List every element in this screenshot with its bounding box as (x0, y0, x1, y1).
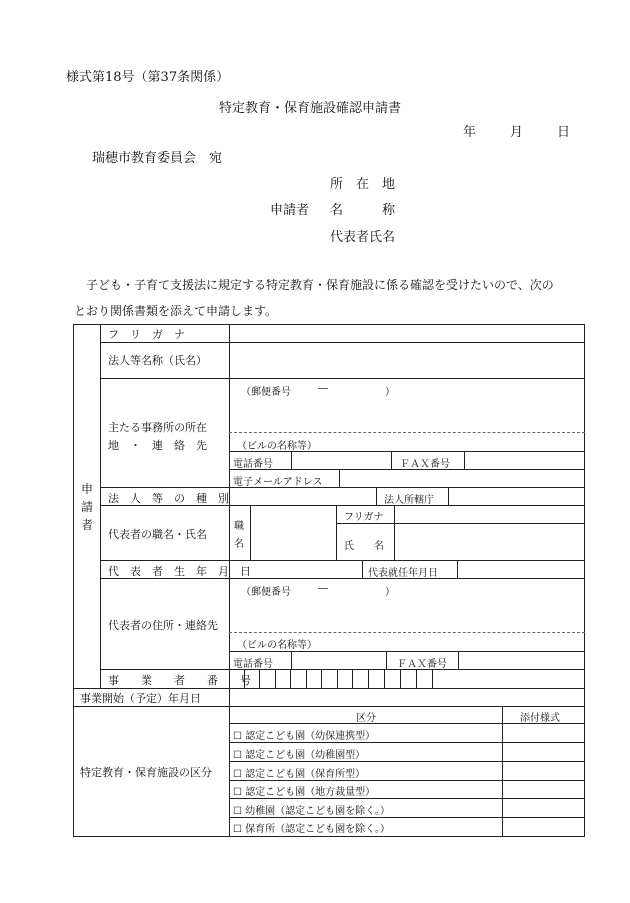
office-building-label: （ビルの名称等） (237, 441, 317, 452)
intro-line-1: 子ども・子育て支援法に規定する特定教育・保育施設に係る確認を受けたいので、次の (86, 278, 554, 292)
date-year-label: 年 (463, 125, 477, 140)
rep-postal-dash: ― (318, 583, 328, 594)
rep-shimei-label: 氏 名 (344, 541, 384, 552)
rep-address-label: 代表者の住所・連絡先 (108, 619, 218, 632)
category-option-3[interactable]: ☐ 認定こども園（保育所型） (233, 769, 366, 780)
rep-shoku-label: 職 (234, 521, 244, 532)
rep-postal-label: （郵便番号 (241, 587, 291, 598)
form-number: 様式第18号（第37条関係） (66, 70, 230, 85)
facility-category-label: 特定教育・保育施設の区分 (80, 766, 212, 779)
corp-name-label: 法人等名称（氏名） (108, 354, 207, 367)
category-header: 区分 (356, 713, 376, 724)
applicant-label: 申請者 (270, 203, 310, 218)
rep-start-label: 代表就任年月日 (368, 568, 438, 579)
category-option-4[interactable]: ☐ 認定こども園（地方裁量型） (233, 787, 376, 798)
office-label-line-1: 主たる事務所の所在 (108, 421, 207, 434)
corp-authority-label: 法人所轄庁 (384, 495, 434, 506)
business-number-label: 事 業 者 番 号 (108, 674, 251, 687)
category-option-6[interactable]: ☐ 保育所（認定こども園を除く。） (233, 824, 390, 835)
rep-mei-label: 名 (234, 539, 244, 550)
page-title: 特定教育・保育施設確認申請書 (219, 101, 402, 116)
furigana-label: フ リ ガ ナ (108, 328, 185, 341)
rep-title-name-label: 代表者の職名・氏名 (108, 528, 207, 541)
category-option-2[interactable]: ☐ 認定こども園（幼稚園型） (233, 750, 366, 761)
office-email-label: 電子メールアドレス (233, 477, 323, 488)
rep-building-label: （ビルの名称等） (237, 640, 317, 651)
date-day-label: 日 (557, 125, 571, 140)
category-option-5[interactable]: ☐ 幼稚園（認定こども園を除く。） (233, 806, 390, 817)
addressee: 瑞穂市教育委員会 宛 (92, 151, 223, 166)
rep-postal-close: ） (385, 587, 395, 598)
corp-type-label: 法 人 等 の 種 別 (108, 492, 229, 505)
category-option-1[interactable]: ☐ 認定こども園（幼保連携型） (233, 731, 376, 742)
office-phone-label: 電話番号 (233, 459, 273, 470)
office-postal-label: （郵便番号 (241, 387, 291, 398)
office-label-line-2: 地 ・ 連 絡 先 (108, 439, 207, 452)
side-label-char-2: 請 (80, 500, 93, 514)
office-postal-dash: ― (318, 383, 328, 394)
intro-line-2: とおり関係書類を添えて申請します。 (74, 304, 278, 318)
office-fax-label: ＦＡＸ番号 (400, 459, 450, 470)
applicant-name-label: 名 称 (330, 203, 396, 218)
attachment-header: 添付様式 (520, 713, 560, 724)
rep-fax-label: ＦＡＸ番号 (397, 659, 447, 670)
side-label-char-3: 者 (80, 518, 93, 532)
side-label-char-1: 申 (80, 482, 93, 496)
applicant-location-label: 所 在 地 (330, 177, 396, 192)
applicant-representative-label: 代表者氏名 (330, 230, 396, 245)
business-start-label: 事業開始（予定）年月日 (80, 692, 201, 705)
date-month-label: 月 (510, 125, 524, 140)
rep-phone-label: 電話番号 (233, 659, 273, 670)
rep-furigana-label: フリガナ (344, 512, 384, 523)
rep-birth-label: 代 表 者 生 年 月 日 (108, 565, 251, 578)
office-postal-close: ） (385, 387, 395, 398)
